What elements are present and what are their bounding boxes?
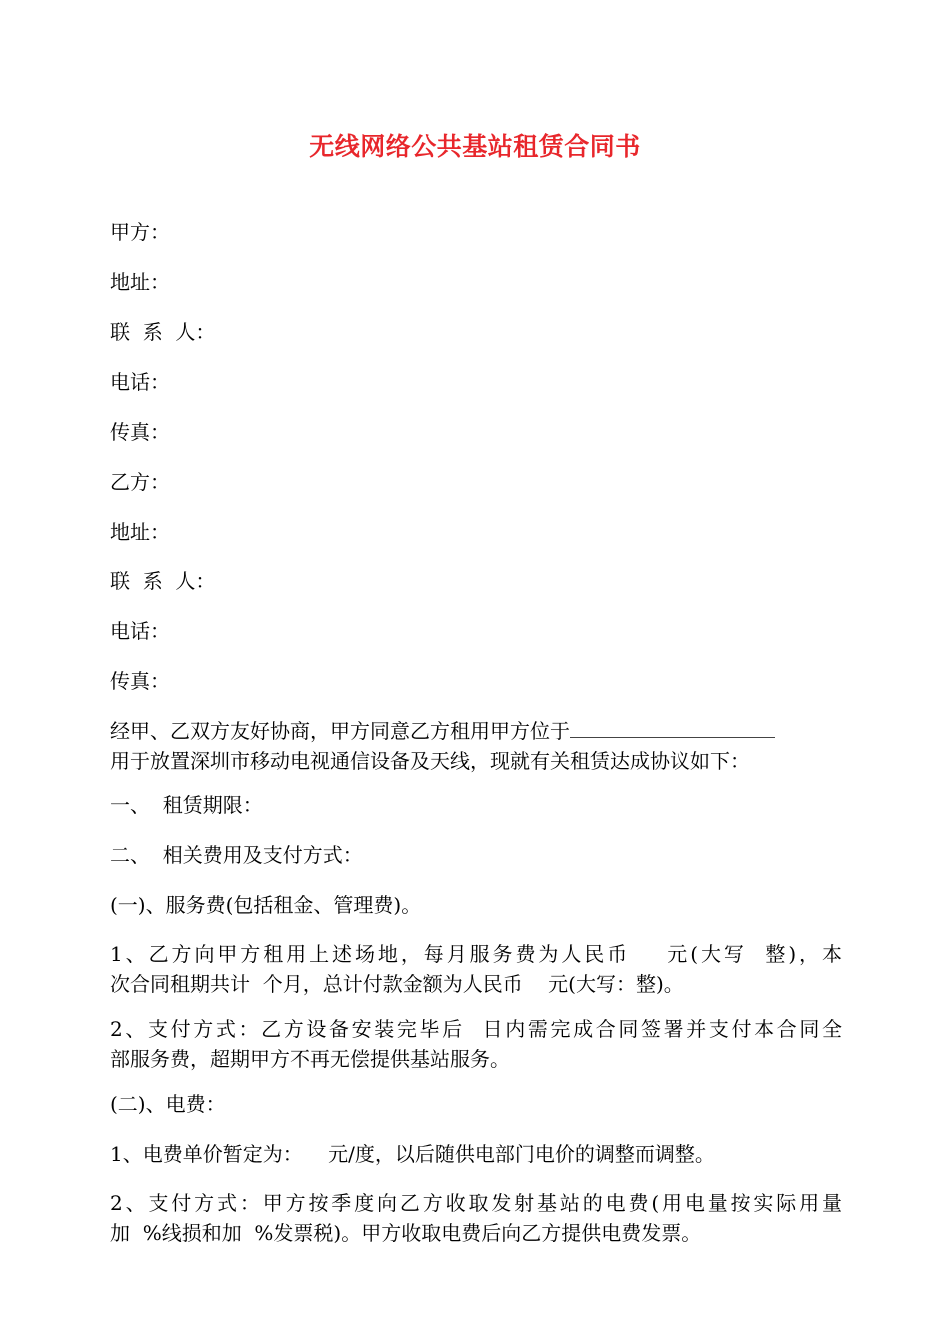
location-blank-line [570, 717, 775, 738]
party-b-phone: 电话： [110, 619, 170, 643]
party-b-label: 乙方： [110, 470, 170, 494]
payment-method-line-2: 部服务费，超期甲方不再无偿提供基站服务。 [110, 1047, 510, 1071]
intro-line-1-text: 经甲、乙双方友好协商，甲方同意乙方租用甲方位于 [110, 719, 570, 743]
service-fee-line-1: 1、乙方向甲方租用上述场地，每月服务费为人民币 元(大写 整)，本 [110, 942, 842, 966]
party-a-address: 地址： [110, 270, 170, 294]
party-a-fax: 传真： [110, 420, 170, 444]
party-a-contact: 联 系 人： [110, 320, 216, 344]
service-fee-line-2: 次合同租期共计 个月，总计付款金额为人民币 元(大写：整)。 [110, 972, 684, 996]
party-b-contact: 联 系 人： [110, 569, 216, 593]
party-b-fax: 传真： [110, 669, 170, 693]
section-2-heading: 二、 相关费用及支付方式： [110, 843, 363, 867]
payment-method-line-1: 2、支付方式：乙方设备安装完毕后 日内需完成合同签署并支付本合同全 [110, 1017, 842, 1041]
party-a-phone: 电话： [110, 370, 170, 394]
section-1-heading: 一、 租赁期限： [110, 793, 263, 817]
document-title: 无线网络公共基站租赁合同书 [309, 132, 641, 161]
electricity-payment-paragraph [110, 1188, 842, 1248]
payment-method-paragraph [110, 1014, 842, 1074]
party-b-address: 地址： [110, 520, 170, 544]
party-a-label: 甲方： [110, 220, 170, 244]
intro-paragraph [110, 716, 842, 776]
intro-line-1 [110, 716, 842, 746]
intro-line-2: 用于放置深圳市移动电视通信设备及天线，现就有关租赁达成协议如下： [110, 749, 750, 773]
service-fee-paragraph [110, 939, 842, 999]
electricity-price-line: 1、电费单价暂定为： 元/度，以后随供电部门电价的调整而调整。 [110, 1142, 715, 1166]
subsection-2-heading: (二)、电费： [110, 1092, 226, 1116]
electricity-payment-line-2: 加 %线损和加 %发票税)。甲方收取电费后向乙方提供电费发票。 [110, 1221, 702, 1245]
electricity-payment-line-1: 2、支付方式：甲方按季度向乙方收取发射基站的电费(用电量按实际用量 [110, 1191, 842, 1215]
subsection-1-heading: (一)、服务费(包括租金、管理费)。 [110, 893, 422, 917]
